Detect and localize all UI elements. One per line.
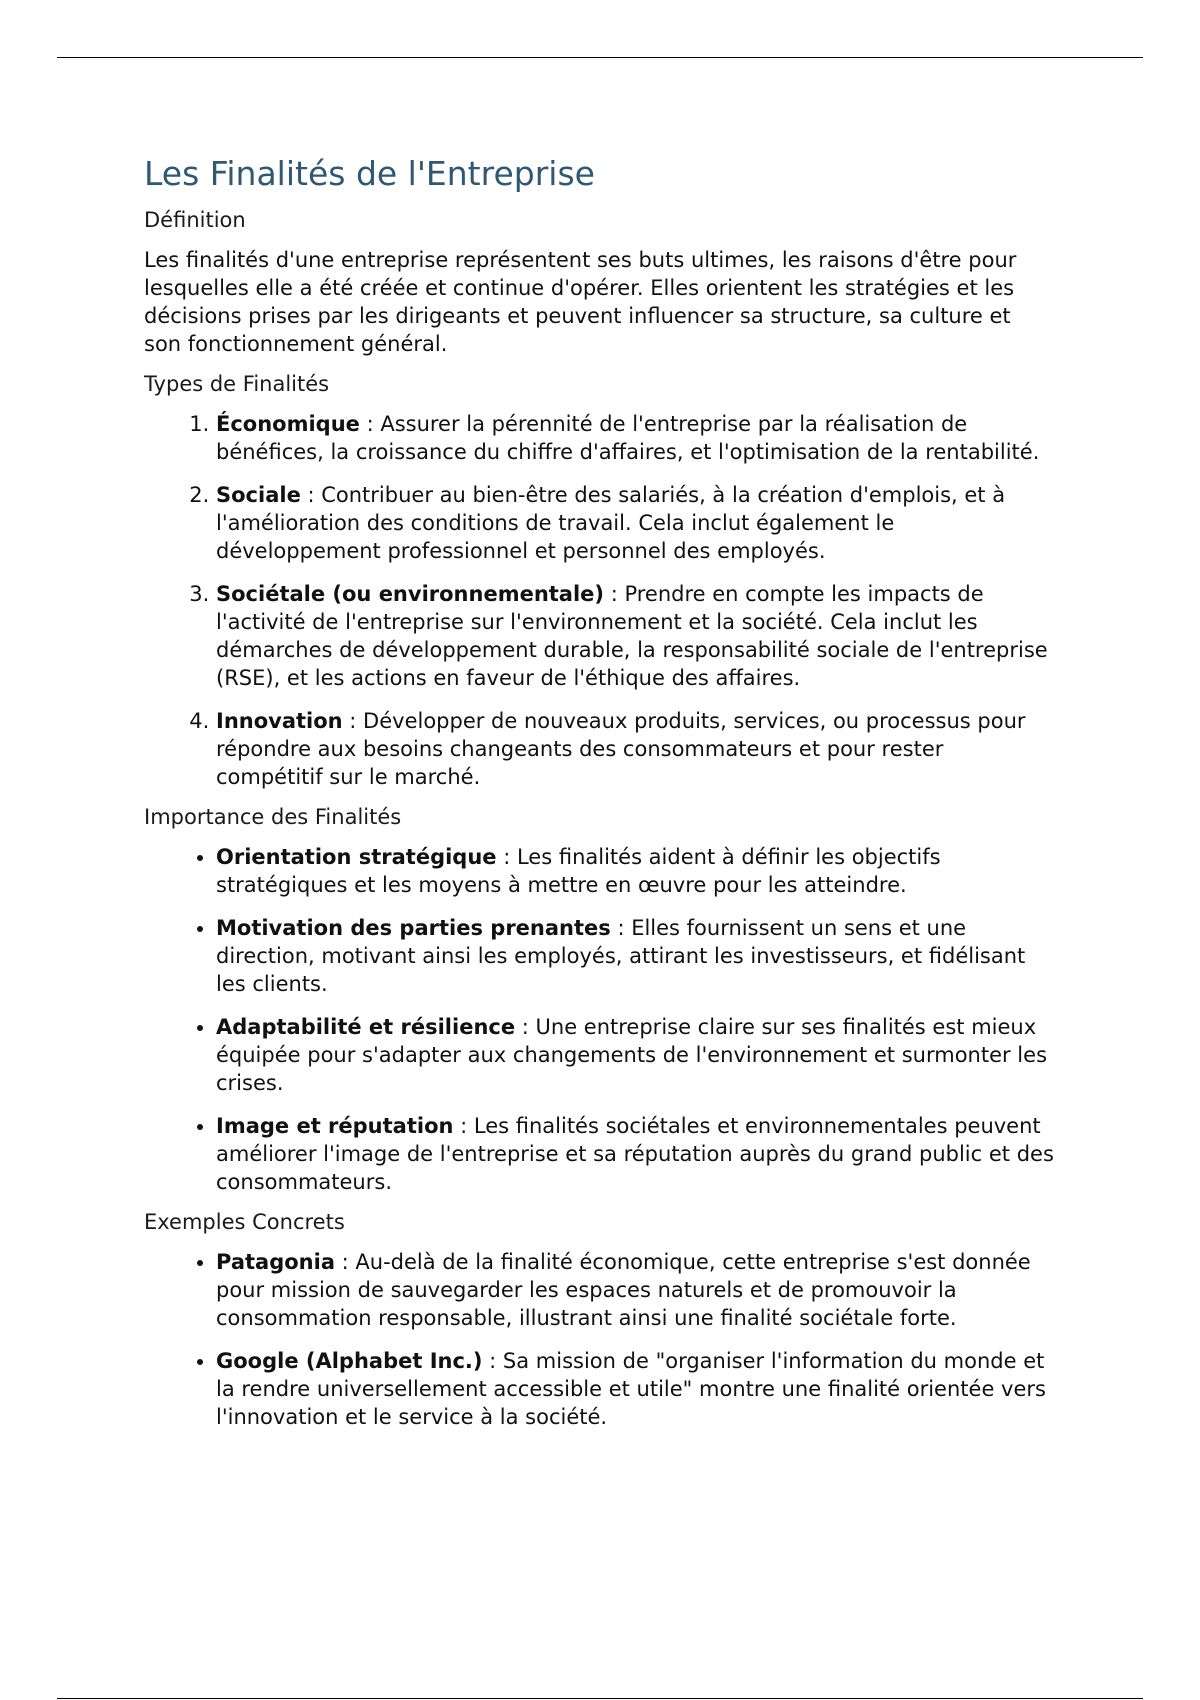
list-item xyxy=(216,410,1054,466)
list-item xyxy=(216,843,1054,899)
item-text: : Au-delà de la finalité économique, cette entreprise s'est donnée pour mission de sauvegarder les espaces naturels et de promouvoir la consommation responsable, illustrant ainsi une finalité sociétale forte. xyxy=(216,1250,1031,1330)
item-term: Innovation xyxy=(216,709,343,733)
list-item xyxy=(216,1347,1054,1431)
item-text: : Assurer la pérennité de l'entreprise par la réalisation de bénéfices, la croissance du chiffre d'affaires, et l'optimisation de la rentabilité. xyxy=(216,412,1040,464)
item-text: : Les finalités aident à définir les objectifs stratégiques et les moyens à mettre en œuvre pour les atteindre. xyxy=(216,845,941,897)
item-text: : Développer de nouveaux produits, services, ou processus pour répondre aux besoins changeants des consommateurs et pour rester compétitif sur le marché. xyxy=(216,709,1026,789)
list-item xyxy=(216,1112,1054,1196)
definition-paragraph: Les finalités d'une entreprise représentent ses buts ultimes, les raisons d'être pour lesquelles elle a été créée et continue d'opérer. Elles orientent les stratégies et les décisions prises par les dirigeants et peuvent influencer sa structure, sa culture et son fonctionnement général. xyxy=(144,248,1017,356)
section-heading-types: Types de Finalités xyxy=(144,372,330,396)
importance-list xyxy=(144,843,1054,1196)
item-term: Orientation stratégique xyxy=(216,845,497,869)
examples-list xyxy=(144,1248,1054,1431)
item-term: Économique xyxy=(216,412,360,436)
item-term: Google (Alphabet Inc.) xyxy=(216,1349,483,1373)
section-heading-examples: Exemples Concrets xyxy=(144,1210,345,1234)
item-text: : Elles fournissent un sens et une direction, motivant ainsi les employés, attirant les investisseurs, et fidélisant les clients. xyxy=(216,916,1026,996)
item-text: : Contribuer au bien-être des salariés, à la création d'emplois, et à l'amélioration des conditions de travail. Cela inclut également le développement professionnel et personnel des employés. xyxy=(216,483,1006,563)
list-item xyxy=(216,707,1054,791)
item-text: : Une entreprise claire sur ses finalités est mieux équipée pour s'adapter aux changements de l'environnement et surmonter les crises. xyxy=(216,1015,1048,1095)
top-rule xyxy=(57,57,1143,58)
section-heading-importance: Importance des Finalités xyxy=(144,805,402,829)
section-heading-definition: Définition xyxy=(144,208,246,232)
item-term: Patagonia xyxy=(216,1250,335,1274)
list-item xyxy=(216,1013,1054,1097)
item-term: Sociétale (ou environnementale) xyxy=(216,582,605,606)
item-term: Sociale xyxy=(216,483,301,507)
item-text: : Sa mission de "organiser l'information du monde et la rendre universellement accessible et utile" montre une finalité orientée vers l'innovation et le service à la société. xyxy=(216,1349,1046,1429)
item-text: : Les finalités sociétales et environnementales peuvent améliorer l'image de l'entreprise et sa réputation auprès du grand public et des consommateurs. xyxy=(216,1114,1054,1194)
item-term: Motivation des parties prenantes xyxy=(216,916,611,940)
list-item xyxy=(216,1248,1054,1332)
list-item xyxy=(216,580,1054,692)
types-list xyxy=(144,410,1054,791)
page-title: Les Finalités de l'Entreprise xyxy=(144,154,595,193)
item-term: Image et réputation xyxy=(216,1114,454,1138)
item-term: Adaptabilité et résilience xyxy=(216,1015,516,1039)
item-text: : Prendre en compte les impacts de l'activité de l'entreprise sur l'environnement et la société. Cela inclut les démarches de développement durable, la responsabilité sociale de l'entreprise (RSE), et les actions en faveur de l'éthique des affaires. xyxy=(216,582,1048,690)
list-item xyxy=(216,914,1054,998)
document-body xyxy=(144,154,1054,1443)
list-item xyxy=(216,481,1054,565)
bottom-rule xyxy=(57,1698,1143,1699)
